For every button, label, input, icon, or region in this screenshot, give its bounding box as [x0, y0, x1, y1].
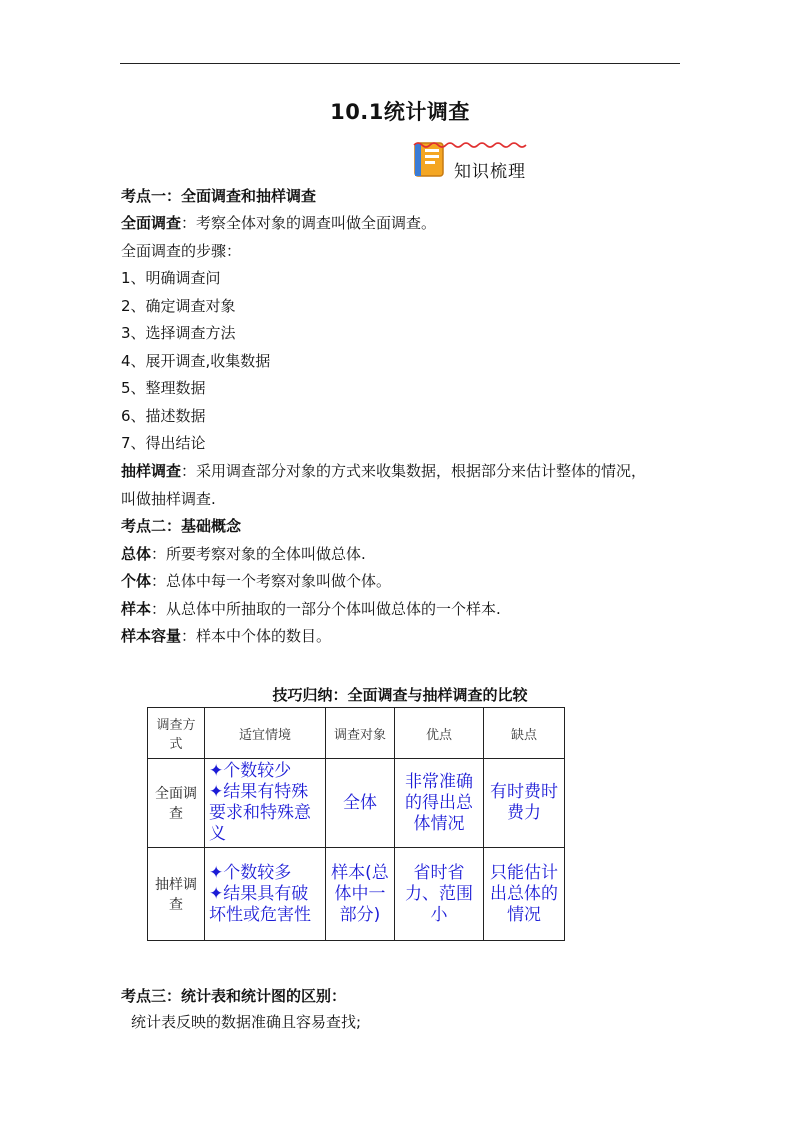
step-item: 4、展开调查,收集数据 — [121, 352, 271, 370]
sample-survey-continued: 叫做抽样调查. — [121, 490, 216, 508]
steps-title: 全面调查的步骤： — [121, 242, 242, 260]
header-cell: 适宜情境 — [205, 708, 326, 759]
situation-line: ✦结果有特殊要求和特殊意义 — [209, 782, 311, 844]
section3-heading: 考点三：统计表和统计图的区别： — [121, 987, 347, 1005]
concept-item — [121, 626, 331, 646]
concept-item — [121, 544, 366, 564]
situation-cell — [205, 759, 326, 848]
concept-def: ：样本中个体的数目。 — [181, 627, 332, 645]
concept-def: ：所要考察对象的全体叫做总体. — [151, 545, 366, 563]
step-item: 2、确定调查对象 — [121, 297, 236, 315]
concept-def: ：总体中每一个考察对象叫做个体。 — [151, 572, 392, 590]
concept-term: 总体 — [121, 545, 152, 563]
sample-survey-definition — [121, 461, 646, 481]
step-item: 7、得出结论 — [121, 434, 206, 452]
method-cell: 抽样调查 — [148, 848, 205, 941]
concept-term: 样本容量 — [121, 627, 182, 645]
pros-cell: 非常准确的得出总体情况 — [395, 759, 484, 848]
situation-line: ✦个数较少 — [209, 761, 292, 781]
concept-term: 样本 — [121, 600, 152, 618]
full-survey-text: ：考察全体对象的调查叫做全面调查。 — [181, 214, 437, 232]
concept-item — [121, 571, 391, 591]
badge-label: 知识梳理 — [454, 162, 526, 182]
header-cell: 优点 — [395, 708, 484, 759]
step-item: 5、整理数据 — [121, 379, 206, 397]
situation-line: ✦结果具有破坏性或危害性 — [209, 883, 311, 925]
step-item: 1、明确调查问 — [121, 269, 221, 287]
cons-cell: 有时费时费力 — [484, 759, 565, 848]
concept-term: 个体 — [121, 572, 152, 590]
sample-survey-text: ：采用调查部分对象的方式来收集数据，根据部分来估计整体的情况， — [181, 462, 647, 480]
full-survey-definition — [121, 213, 436, 233]
section2-heading: 考点二：基础概念 — [121, 517, 242, 535]
pros-cell: 省时省力、范围小 — [395, 848, 484, 941]
full-survey-term: 全面调查 — [121, 214, 182, 232]
section1-heading: 考点一：全面调查和抽样调查 — [121, 187, 317, 205]
header-cell: 调查对象 — [326, 708, 395, 759]
object-cell: 全体 — [326, 759, 395, 848]
step-item: 6、描述数据 — [121, 407, 206, 425]
situation-cell — [205, 848, 326, 941]
table-row — [148, 848, 565, 941]
sample-survey-term: 抽样调查 — [121, 462, 182, 480]
method-cell: 全面调查 — [148, 759, 205, 848]
wavy-underline-icon — [412, 141, 530, 149]
situation-line: ✦个数较多 — [209, 862, 292, 883]
concept-item — [121, 599, 501, 619]
section3-text: 统计表反映的数据准确且容易查找; — [131, 1013, 362, 1031]
cons-cell: 只能估计出总体的情况 — [484, 848, 565, 941]
comparison-table — [147, 707, 565, 941]
table-title: 技巧归纳：全面调查与抽样调查的比较 — [272, 686, 528, 704]
step-item: 3、选择调查方法 — [121, 324, 236, 342]
header-cell: 调查方式 — [148, 708, 205, 759]
object-cell: 样本(总体中一部分) — [326, 848, 395, 941]
concept-def: ：从总体中所抽取的一部分个体叫做总体的一个样本. — [151, 600, 501, 618]
table-row — [148, 759, 565, 848]
page-title: 10.1统计调查 — [330, 100, 470, 124]
header-rule — [120, 63, 680, 64]
table-header-row — [148, 708, 565, 759]
header-cell: 缺点 — [484, 708, 565, 759]
